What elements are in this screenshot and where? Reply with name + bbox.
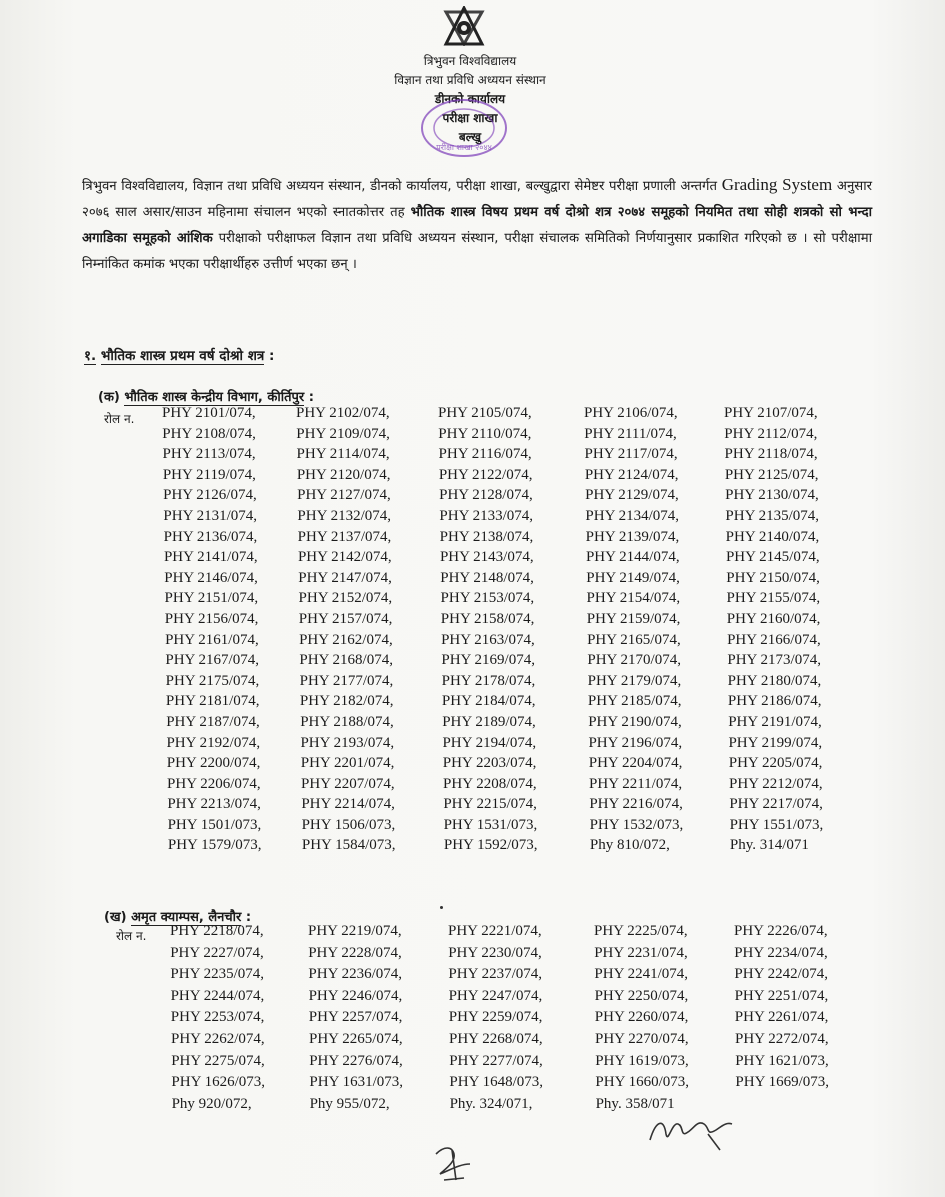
group-b-roll-label: रोल न. <box>116 929 147 943</box>
roll-number: PHY 2118/074, <box>724 446 818 463</box>
roll-number: PHY 2136/074, <box>163 528 258 545</box>
roll-number: PHY 2241/074, <box>594 966 689 983</box>
roll-number: PHY 2117/074, <box>584 446 678 463</box>
roll-number: PHY 2129/074, <box>585 487 679 504</box>
roll-number: PHY 2237/074, <box>448 966 543 983</box>
roll-number: PHY 2101/074, <box>162 405 256 421</box>
roll-number: PHY 2144/074, <box>585 549 680 566</box>
roll-number: PHY 2265/074, <box>309 1030 403 1047</box>
roll-number: PHY 2113/074, <box>162 446 256 463</box>
roll-number: PHY 2116/074, <box>438 446 532 463</box>
roll-number: PHY 2177/074, <box>299 672 394 689</box>
notice-text-2: अनुसार २०७६ साल असार/साउन महिनामा संचालन भएको स्नातकोत्तर तह <box>82 179 873 220</box>
roll-number: PHY 2170/074, <box>587 652 681 669</box>
roll-number: PHY 1669/073, <box>735 1074 830 1091</box>
roll-number: PHY 2181/074, <box>165 693 260 710</box>
roll-number: PHY 2154/074, <box>586 590 681 607</box>
roll-number: PHY 2146/074, <box>164 569 258 586</box>
roll-number: PHY 2147/074, <box>298 569 392 586</box>
roll-number: PHY 2235/074, <box>170 966 265 983</box>
roll-number: PHY 1648/073, <box>449 1074 544 1091</box>
institute-name: विज्ञान तथा प्रविधि अध्ययन संस्थान <box>394 73 546 87</box>
ink-dot <box>440 906 443 909</box>
roll-number: PHY 2111/074, <box>584 425 677 442</box>
office-name: डीनको कार्यालय <box>434 92 506 106</box>
roll-number: PHY 2196/074, <box>588 734 683 751</box>
group-a-colon: : <box>308 390 314 405</box>
roll-number: PHY 2219/074, <box>308 923 402 939</box>
roll-number: PHY 2270/074, <box>595 1030 689 1047</box>
stamp-text: परीक्षा शाखा २०४४ <box>436 143 492 152</box>
roll-number: PHY 2160/074, <box>726 610 821 627</box>
roll-number: PHY 2179/074, <box>587 672 682 689</box>
roll-number: PHY 2192/074, <box>166 734 261 751</box>
roll-number: PHY 1532/073, <box>589 816 684 833</box>
roll-number: PHY 2131/074, <box>163 507 258 524</box>
notice-text-3: परीक्षाको परीक्षाफल विज्ञान तथा प्रविधि अध्ययन संस्थान, परीक्षा संचालक समितिको निर्णयानुसार प्रकाशित गरिएको छ । सो परीक्षामा निम्नांकित कमांक भएका परीक्षार्थीहरु उत्तीर्ण भएका छन् । <box>82 231 872 272</box>
roll-number: PHY 2244/074, <box>170 987 265 1004</box>
roll-number: PHY 2203/074, <box>442 755 537 772</box>
roll-number: PHY 2153/074, <box>440 590 535 607</box>
roll-number: PHY 2112/074, <box>724 425 818 442</box>
roll-number: PHY 2215/074, <box>443 796 537 813</box>
roll-number: PHY 2184/074, <box>441 693 536 710</box>
roll-number: PHY 2236/074, <box>308 966 403 983</box>
roll-number: PHY 2166/074, <box>727 631 821 648</box>
roll-number: PHY 2141/074, <box>163 549 258 566</box>
roll-number: PHY 2175/074, <box>165 672 260 689</box>
roll-number: PHY 2128/074, <box>439 487 533 504</box>
roll-number: PHY 2132/074, <box>297 507 392 524</box>
roll-number: PHY 2217/074, <box>729 796 823 813</box>
roll-number: PHY 2242/074, <box>734 966 829 983</box>
notice-paragraph <box>82 172 872 278</box>
roll-number: PHY 2200/074, <box>166 755 261 772</box>
roll-number: PHY 2191/074, <box>728 713 822 730</box>
roll-number: PHY 2102/074, <box>296 405 390 421</box>
roll-number: PHY 2139/074, <box>585 528 680 545</box>
roll-number: PHY 2145/074, <box>725 549 820 566</box>
roll-number: PHY 2142/074, <box>297 549 392 566</box>
roll-number: PHY 2234/074, <box>734 944 828 961</box>
roll-number: PHY 2155/074, <box>726 590 821 607</box>
roll-number: PHY 1631/073, <box>309 1074 404 1091</box>
roll-number: PHY 1660/073, <box>595 1074 690 1091</box>
roll-number: PHY 2272/074, <box>735 1030 829 1047</box>
roll-number: PHY 1626/073, <box>171 1074 266 1091</box>
office-stamp-icon <box>418 96 510 160</box>
roll-number: PHY 2185/074, <box>587 693 682 710</box>
roll-number: PHY 2150/074, <box>726 569 820 586</box>
roll-number: PHY 2211/074, <box>589 775 683 792</box>
roll-number: PHY 2268/074, <box>449 1030 543 1047</box>
group-a-roll-label: रोल न. <box>104 412 135 426</box>
roll-number: PHY 2213/074, <box>167 796 261 813</box>
roll-number: PHY 2161/074, <box>165 631 259 648</box>
roll-number: PHY 2106/074, <box>584 405 678 421</box>
university-name: त्रिभुवन विश्वविद्यालय <box>423 54 517 68</box>
roll-number: PHY 2188/074, <box>300 713 394 730</box>
roll-number: PHY 2159/074, <box>586 610 681 627</box>
group-b-colon: : <box>245 910 252 925</box>
roll-number: PHY 1584/073, <box>301 837 396 854</box>
roll-number: PHY 1621/073, <box>735 1052 829 1069</box>
signature-icon <box>646 1110 738 1152</box>
roll-number: PHY 2208/074, <box>443 775 537 792</box>
roll-number: PHY 2162/074, <box>299 631 393 648</box>
roll-number: PHY 2152/074, <box>298 590 393 607</box>
roll-number: PHY 2165/074, <box>587 631 681 648</box>
roll-number: PHY 2149/074, <box>586 569 680 586</box>
roll-number: PHY 2125/074, <box>724 466 819 483</box>
roll-number: PHY 2105/074, <box>438 405 532 421</box>
roll-number: PHY 2246/074, <box>308 987 403 1004</box>
roll-number: PHY 2114/074, <box>296 446 390 463</box>
roll-number: Phy 955/072, <box>309 1095 390 1112</box>
roll-number: PHY 2138/074, <box>439 528 534 545</box>
roll-number: PHY 2205/074, <box>728 755 823 772</box>
roll-number: PHY 2225/074, <box>594 923 688 939</box>
roll-number: PHY 2186/074, <box>727 693 822 710</box>
roll-number: PHY 2207/074, <box>301 775 395 792</box>
initials-icon <box>430 1140 478 1186</box>
roll-number: Phy 810/072, <box>589 837 670 854</box>
roll-number: Phy. 324/071, <box>449 1095 533 1112</box>
notice-text-1: त्रिभुवन विश्वविद्यालय, विज्ञान तथा प्रविधि अध्ययन संस्थान, डीनको कार्यालय, परीक्षा शाखा, बल्खुद्वारा सेमेष्टर परीक्षा प्रणाली अन्तर्गत <box>82 179 722 194</box>
roll-number: PHY 2173/074, <box>727 652 821 669</box>
group-b-prefix: (ख) <box>104 910 127 925</box>
roll-number: PHY 2122/074, <box>438 466 533 483</box>
roll-number: Phy. 358/071 <box>595 1095 675 1112</box>
section-colon: : <box>264 348 275 364</box>
roll-number: PHY 2259/074, <box>448 1009 543 1026</box>
roll-number: PHY 2276/074, <box>309 1052 403 1069</box>
roll-number: PHY 2227/074, <box>170 944 264 961</box>
roll-number: PHY 2119/074, <box>162 466 256 483</box>
roll-number: PHY 2257/074, <box>308 1009 403 1026</box>
roll-number: PHY 2214/074, <box>301 796 395 813</box>
roll-number: PHY 2137/074, <box>297 528 392 545</box>
roll-number: PHY 2250/074, <box>594 987 689 1004</box>
roll-number: PHY 2133/074, <box>439 507 534 524</box>
roll-number: PHY 2199/074, <box>728 734 823 751</box>
roll-number: PHY 2230/074, <box>448 944 542 961</box>
roll-number: Phy 920/072, <box>171 1095 252 1112</box>
roll-number: PHY 1551/073, <box>729 816 824 833</box>
roll-number: PHY 2108/074, <box>162 425 256 442</box>
section-title: भौतिक शास्त्र प्रथम वर्ष दोश्रो शत्र <box>100 348 265 364</box>
roll-number: PHY 2120/074, <box>296 466 391 483</box>
roll-number: PHY 2151/074, <box>164 590 259 607</box>
roll-number: PHY 2190/074, <box>588 713 682 730</box>
roll-number: PHY 2277/074, <box>449 1052 543 1069</box>
roll-number: PHY 2167/074, <box>165 652 259 669</box>
roll-number: Phy. 314/071 <box>729 837 809 854</box>
roll-number: PHY 2221/074, <box>448 923 542 939</box>
roll-number: PHY 2182/074, <box>299 693 394 710</box>
roll-number: PHY 2260/074, <box>594 1009 689 1026</box>
section-heading <box>84 346 274 364</box>
roll-number: PHY 1506/073, <box>301 816 396 833</box>
roll-number: PHY 2158/074, <box>440 610 535 627</box>
roll-number: PHY 2194/074, <box>442 734 537 751</box>
roll-number: PHY 1579/073, <box>167 837 262 854</box>
roll-number: PHY 2187/074, <box>166 713 260 730</box>
tu-emblem-icon <box>442 6 486 46</box>
group-a-heading <box>98 387 314 405</box>
roll-number: PHY 2134/074, <box>585 507 680 524</box>
roll-number: PHY 2110/074, <box>438 425 532 442</box>
roll-number: PHY 2143/074, <box>439 549 534 566</box>
roll-number: PHY 2204/074, <box>588 755 683 772</box>
roll-number: PHY 2262/074, <box>171 1030 265 1047</box>
roll-number: PHY 2228/074, <box>308 944 402 961</box>
roll-number: PHY 2231/074, <box>594 944 688 961</box>
roll-number: PHY 2226/074, <box>734 923 828 939</box>
roll-number: PHY 2253/074, <box>170 1009 265 1026</box>
roll-number: PHY 2109/074, <box>296 425 390 442</box>
roll-number: PHY 2130/074, <box>725 487 819 504</box>
roll-number: PHY 2156/074, <box>164 610 259 627</box>
roll-number: PHY 2178/074, <box>441 672 536 689</box>
roll-number: PHY 2247/074, <box>448 987 543 1004</box>
roll-number: PHY 2127/074, <box>297 487 391 504</box>
roll-number: PHY 2275/074, <box>171 1052 265 1069</box>
group-b-title: अमृत क्याम्पस, लैनचौर <box>131 910 242 925</box>
section-name: परीक्षा शाखा <box>442 111 498 125</box>
group-a-title: भौतिक शास्त्र केन्द्रीय विभाग, कीर्तिपुर <box>124 390 305 405</box>
notice-grading-system: Grading System <box>721 175 833 194</box>
roll-number: PHY 2193/074, <box>300 734 395 751</box>
roll-number: PHY 2169/074, <box>441 652 535 669</box>
roll-number: PHY 2157/074, <box>298 610 393 627</box>
roll-number: PHY 2189/074, <box>442 713 536 730</box>
roll-number: PHY 1592/073, <box>443 837 538 854</box>
roll-number: PHY 2126/074, <box>163 487 257 504</box>
roll-number: PHY 2168/074, <box>299 652 393 669</box>
roll-number: PHY 2212/074, <box>729 775 823 792</box>
roll-number: PHY 2148/074, <box>440 569 534 586</box>
notice-highlight: भौतिक शास्त्र विषय प्रथम वर्ष दोश्रो शत्र २०७४ समूहको नियमित तथा सोही शत्रको सो भन्दा अगाडिका समूहको आंशिक <box>82 205 873 246</box>
section-number: १. <box>84 348 97 364</box>
roll-number: PHY 1619/073, <box>595 1052 689 1069</box>
roll-number: PHY 2206/074, <box>167 775 261 792</box>
roll-number: PHY 2140/074, <box>725 528 820 545</box>
roll-number: PHY 2180/074, <box>727 672 822 689</box>
roll-number: PHY 1501/073, <box>167 816 262 833</box>
location-name: बल्खु <box>458 130 482 144</box>
roll-number: PHY 2251/074, <box>734 987 829 1004</box>
roll-number: PHY 1531/073, <box>443 816 538 833</box>
roll-number: PHY 2201/074, <box>300 755 395 772</box>
roll-number: PHY 2107/074, <box>724 405 818 421</box>
roll-number: PHY 2216/074, <box>589 796 683 813</box>
roll-number: PHY 2218/074, <box>170 923 264 939</box>
roll-number: PHY 2261/074, <box>734 1009 829 1026</box>
group-a-prefix: (क) <box>98 390 120 405</box>
roll-number: PHY 2163/074, <box>441 631 535 648</box>
roll-number: PHY 2124/074, <box>584 466 679 483</box>
roll-number: PHY 2135/074, <box>725 507 820 524</box>
